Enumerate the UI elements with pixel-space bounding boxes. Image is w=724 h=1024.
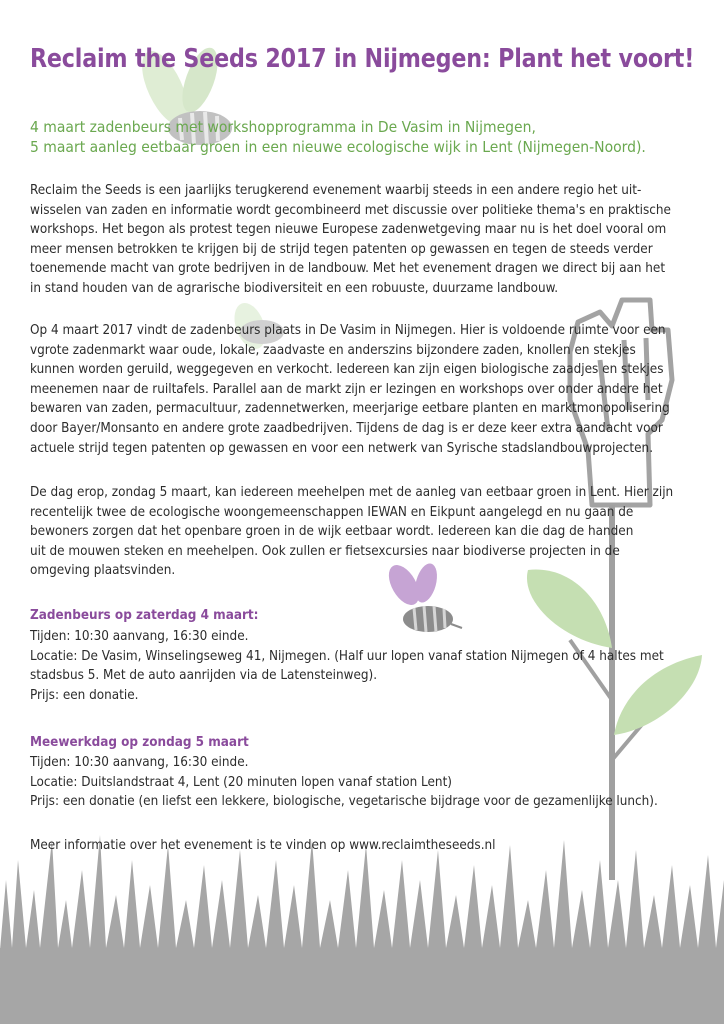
text-line: toenemende macht van grote bedrijven in de landbouw. Met het evenement dragen we direct bij aan het [30, 261, 666, 277]
intro-paragraph [30, 181, 671, 299]
saturday-paragraph [30, 321, 670, 458]
grass-border [0, 835, 724, 1024]
text-line: stadsbus 5. Met de auto aanrijden via de Latensteinweg). [30, 668, 378, 684]
text-line: Op 4 maart 2017 vindt de zadenbeurs plaats in De Vasim in Nijmegen. Hier is voldoende ruimte voor een [30, 323, 666, 338]
text-line: meer mensen betrokken te krijgen bij de strijd tegen patenten op gewassen en tegen de steeds verder [30, 241, 653, 257]
text-line: omgeving plaatsvinden. [30, 563, 176, 579]
zadenbeurs-details [30, 627, 664, 705]
text-line: Prijs: een donatie. [30, 687, 139, 703]
text-line: bewaren van zaden, permacultuur, zadennetwerken, meerjarige eetbare planten en marktmonopolisering [30, 401, 670, 417]
subtitle-line: 4 maart zadenbeurs met workshopprogramma in De Vasim in Nijmegen, [30, 118, 536, 136]
text-line: kunnen worden geruild, weggegeven en verkocht. Iedereen kan zijn eigen biologische zaadjes en stekjes [30, 362, 664, 378]
text-line: actuele strijd tegen patenten op gewassen en voor een netwerk van Syrische stadslandbouwprojecten. [30, 440, 654, 456]
text-line: vgrote zadenmarkt waar oude, lokale, zaadvaste en anderszins bijzondere zaden, knollen en stekjes [30, 342, 636, 358]
meewerkdag-details [30, 753, 658, 812]
text-line: uit de mouwen steken en meehelpen. Ook zullen er fietsexcursies naar biodiverse projecten in de [30, 543, 620, 559]
more-info-text [30, 836, 496, 856]
text-line: door Bayer/Monsanto en andere grote zaadbedrijven. Tijdens de dag is er deze keer extra aandacht voor [30, 420, 663, 436]
text-line: bewoners zorgen dat het openbare groen in de wijk eetbaar wordt. Iedereen kan die dag de handen [30, 524, 634, 540]
text-line: recentelijk twee de ecologische woongemeenschappen IEWAN en Eikpunt aangelegd en nu gaan de [30, 504, 634, 520]
zadenbeurs-heading: Zadenbeurs op zaterdag 4 maart: [30, 608, 259, 623]
text-line: workshops. Het begon als protest tegen nieuwe Europese zadenwetgeving maar nu is het doel vooral om [30, 222, 667, 238]
text-line: in stand houden van de agrarische biodiversiteit en een robuuste, duurzame landbouw. [30, 280, 559, 296]
more-info-line: Meer informatie over het evenement is te vinden op www.reclaimtheseeds.nl [30, 838, 496, 853]
text-line: Locatie: De Vasim, Winselingseweg 41, Nijmegen. (Half uur lopen vanaf station Nijmegen of 4 haltes met [30, 648, 664, 664]
subtitle [30, 117, 646, 157]
text-line: meenemen naar de ruiltafels. Parallel aan de markt zijn er lezingen en workshops over onder andere het [30, 381, 663, 397]
page-title: Reclaim the Seeds 2017 in Nijmegen: Plant het voort! [30, 44, 695, 74]
sunday-paragraph [30, 483, 673, 581]
text-line: Tijden: 10:30 aanvang, 16:30 einde. [30, 755, 249, 770]
text-line: Reclaim the Seeds is een jaarlijks terugkerend evenement waarbij steeds in een andere regio het uit- [30, 183, 642, 198]
text-line: Tijden: 10:30 aanvang, 16:30 einde. [30, 629, 249, 644]
subtitle-line: 5 maart aanleg eetbaar groen in een nieuwe ecologische wijk in Lent (Nijmegen-Noord). [30, 138, 646, 156]
text-line: Locatie: Duitslandstraat 4, Lent (20 minuten lopen vanaf station Lent) [30, 774, 452, 790]
text-line: De dag erop, zondag 5 maart, kan iedereen meehelpen met de aanleg van eetbaar groen in Lent. Hier zijn [30, 485, 674, 500]
text-line: wisselen van zaden en informatie wordt gecombineerd met discussie over politieke thema's en praktische [30, 202, 671, 218]
text-line: Prijs: een donatie (en liefst een lekkere, biologische, vegetarische bijdrage voor de gezamenlijke lunch). [30, 794, 658, 810]
meewerkdag-heading: Meewerkdag op zondag 5 maart [30, 735, 249, 750]
